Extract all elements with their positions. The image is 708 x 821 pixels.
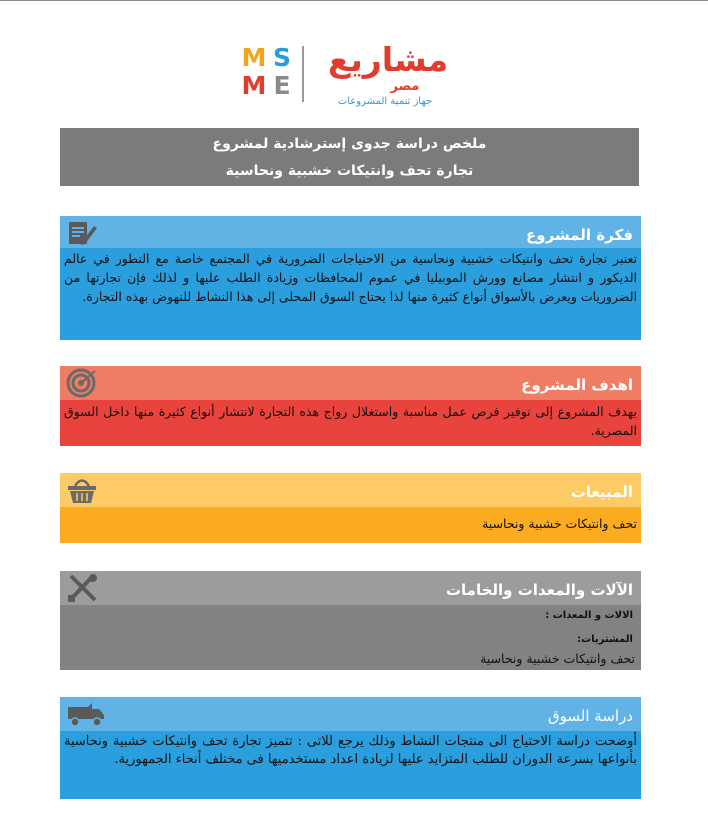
basket-icon [66, 475, 98, 505]
logo-letter-s: S [272, 43, 291, 72]
section-header [60, 216, 641, 250]
section-body: يهدف المشروع إلى توفير فرص عمل مناسبة واستغلال رواج هذه التجارة لانتشار أنواع كثيرة منها داخل السوق المصرية. [60, 400, 641, 446]
truck-icon [66, 699, 106, 729]
logo [240, 42, 470, 110]
brand-tagline: جهاز تنمية المشروعات [337, 96, 433, 107]
msme-logo-mark [240, 44, 296, 100]
section-body [60, 605, 641, 670]
summary-line-1: ملخص دراسة جدوى إسترشادية لمشروع [212, 136, 487, 152]
machines-label: الالات و المعدات : [545, 610, 633, 621]
section-header [60, 571, 641, 605]
section-header [60, 366, 641, 400]
section-title: الآلات والمعدات والخامات [445, 581, 633, 599]
purchases-label: المشتريات: [577, 634, 633, 645]
section-title: اهدف المشروع [521, 376, 633, 394]
section-body: تعتبر تجارة تحف وانتيكات خشبية ونحاسية من الاحتياجات الضرورية في المجتمع خاصة مع التطور في عالم الديكور و انتشار مصانع وورش الموبيليا في عموم المحافظات وزيادة الطلب عليها و لذلك فإن تجارتها من الضروريات ويعرض بالأسواق أنواع كثيرة منها لذا يحتاج السوق المحلى إلى هذا النشاط للنهوض بهذه التجارة. [60, 248, 641, 340]
logo-divider [302, 46, 304, 102]
logo-letter-m2: M [241, 71, 267, 100]
section-title: دراسة السوق [548, 707, 633, 725]
tools-icon [66, 573, 98, 603]
section-project-goals [60, 366, 641, 446]
brand-country: مصر [390, 79, 420, 94]
section-header [60, 697, 641, 731]
section-body: أوضحت دراسة الاحتياج الى منتجات النشاط وذلك يرجع للاتى : تتميز تجارة تحف وانتيكات خشبية ونحاسية بأنواعها بسرعة الدوران للطلب المتزايد عليها لزيادة اعداد مستخدميها فى مختلف أنحاء الجمهورية. [60, 731, 641, 799]
section-market-study [60, 697, 641, 799]
summary-line-2: تجارة تحف وانتيكات خشبية ونحاسية [225, 163, 474, 179]
purchases-value: تحف وانتيكات خشبية ونحاسية [480, 651, 635, 666]
section-equipment [60, 571, 641, 670]
summary-title-box [60, 128, 639, 186]
target-icon [66, 368, 98, 398]
section-project-idea [60, 216, 641, 340]
section-body: تحف وانتيكات خشبية ونحاسية [60, 507, 641, 543]
brand-name: مشاريع [327, 40, 449, 79]
section-sales [60, 473, 641, 543]
section-header [60, 473, 641, 507]
section-title: فكرة المشروع [526, 226, 633, 244]
top-border [0, 0, 708, 10]
logo-letter-m: M [241, 43, 267, 72]
section-title: المبيعات [570, 483, 633, 501]
logo-letter-e: E [273, 71, 291, 100]
edit-document-icon [66, 218, 98, 248]
